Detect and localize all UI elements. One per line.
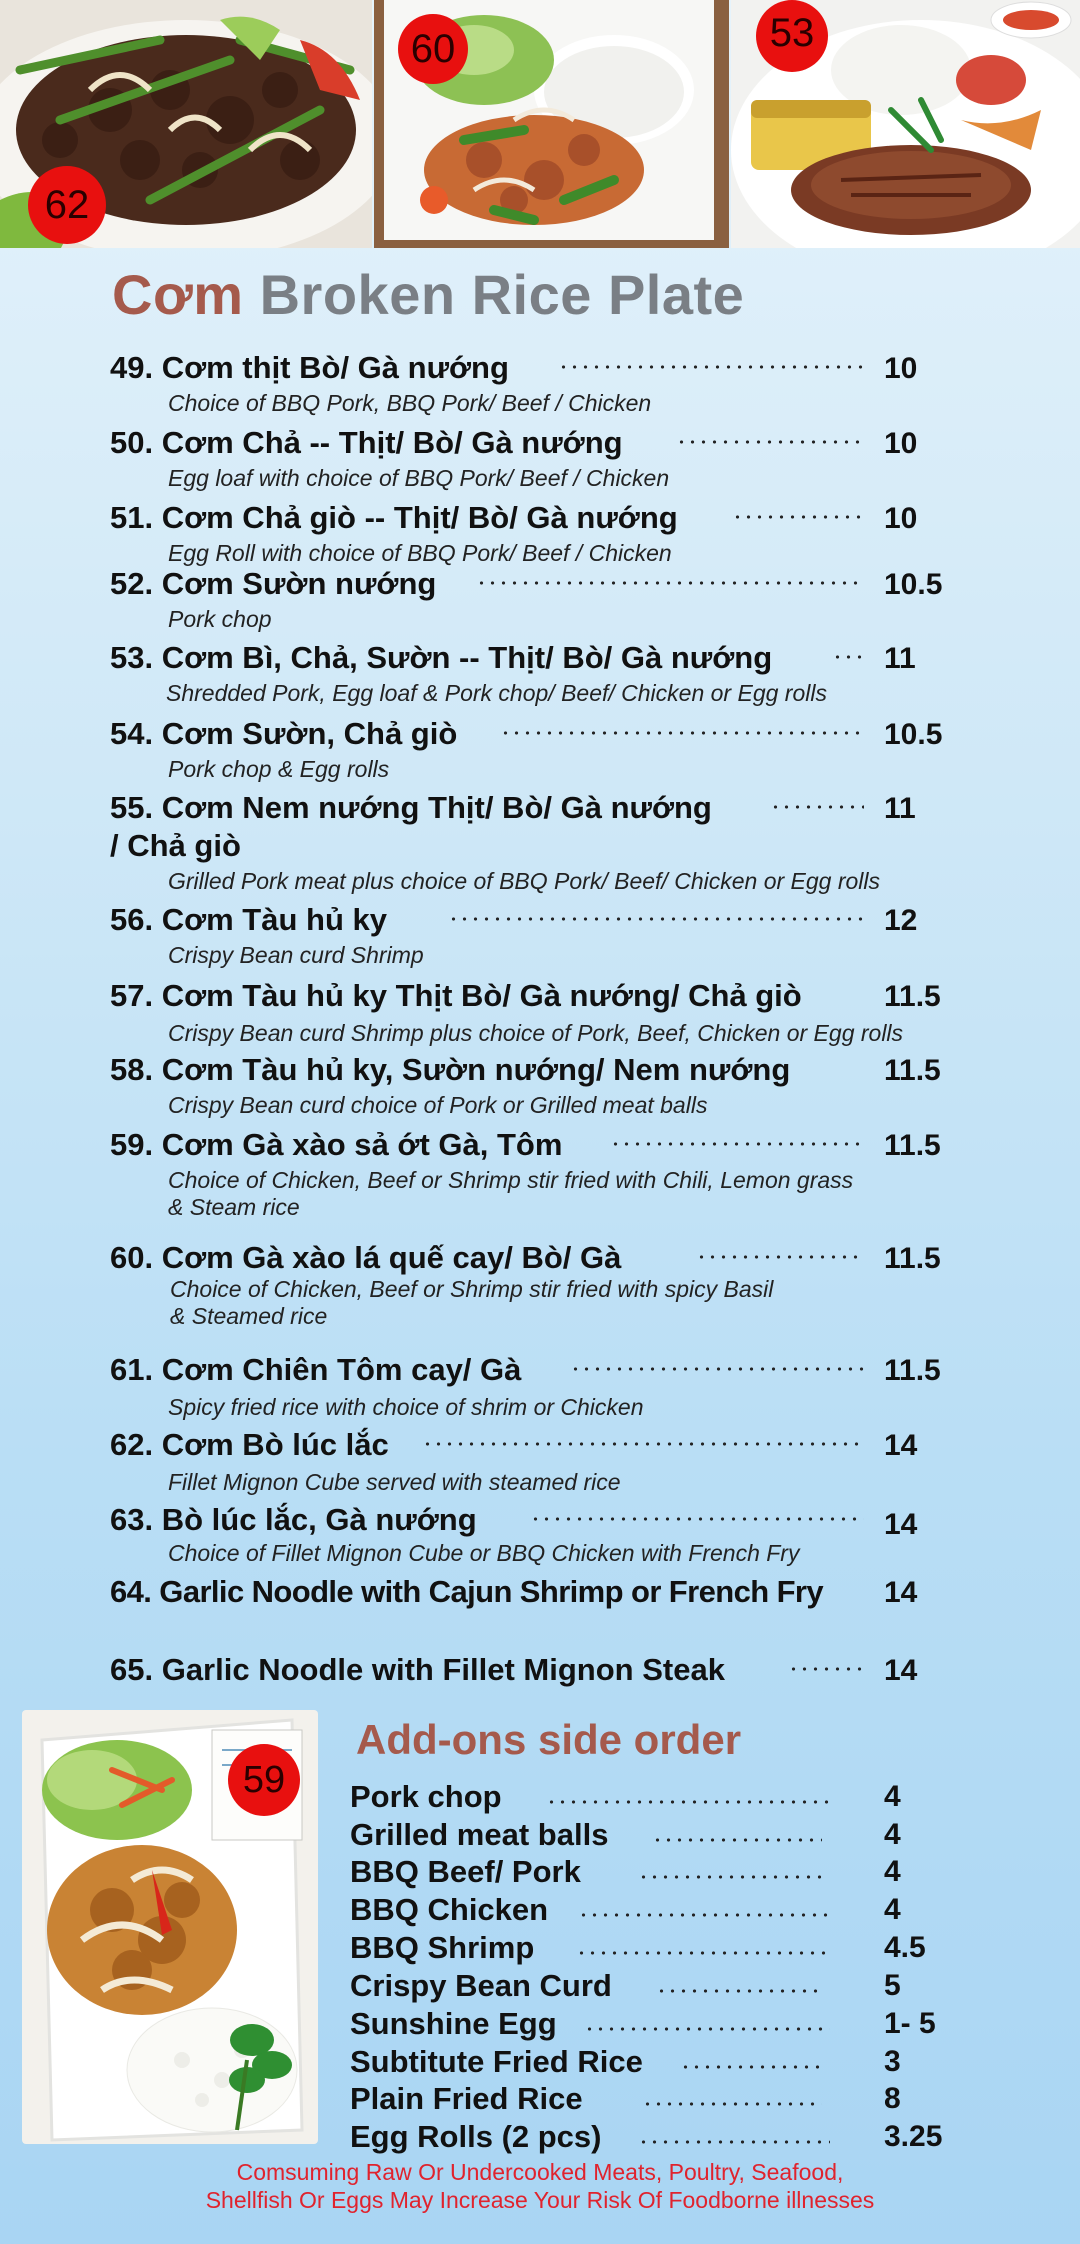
dot-leader	[832, 654, 868, 660]
addon-item	[350, 2119, 990, 2155]
dot-leader	[652, 1837, 822, 1843]
dot-leader	[530, 1516, 864, 1522]
addon-name: Grilled meat balls	[350, 1817, 609, 1852]
item-price: 10.5	[884, 718, 943, 751]
addon-price: 4.5	[884, 1931, 926, 1964]
addon-item	[350, 2044, 990, 2080]
dot-leader	[500, 730, 864, 736]
item-desc: Shredded Pork, Egg loaf & Pork chop/ Beef/ Chicken or Egg rolls	[166, 680, 827, 706]
dot-leader	[732, 514, 864, 520]
item-desc-line2: & Steamed rice	[170, 1303, 328, 1329]
addon-price: 3	[884, 2045, 901, 2078]
addon-item	[350, 1817, 990, 1853]
dot-leader	[476, 580, 864, 586]
addon-price: 4	[884, 1780, 901, 1813]
addon-item	[350, 2006, 990, 2042]
item-price: 14	[884, 1576, 918, 1609]
dot-leader	[570, 1366, 864, 1372]
item-price: 11	[884, 642, 916, 675]
addons-title: Add-ons side order	[356, 1716, 742, 1763]
addon-name: Crispy Bean Curd	[350, 1968, 612, 2003]
dot-leader	[584, 2026, 830, 2032]
item-name: 54. Cơm Sườn, Chả giò	[110, 716, 458, 751]
item-price: 10	[884, 502, 918, 535]
addon-name: Subtitute Fried Rice	[350, 2044, 643, 2079]
section-title-accent: Cơm	[112, 263, 244, 326]
dot-leader	[610, 1141, 864, 1147]
dot-leader	[676, 439, 864, 445]
item-name: 61. Cơm Chiên Tôm cay/ Gà	[110, 1352, 522, 1387]
dot-leader	[558, 364, 864, 370]
dot-leader	[422, 1441, 864, 1447]
addon-item	[350, 2081, 990, 2117]
dot-leader	[696, 1254, 864, 1260]
item-name-line2: / Chả giò	[110, 828, 241, 863]
addon-item	[350, 1779, 990, 1815]
item-desc: Spicy fried rice with choice of shrim or Chicken	[168, 1394, 644, 1420]
item-desc-line2: & Steam rice	[168, 1194, 300, 1220]
addon-item	[350, 1930, 990, 1966]
addon-name: Egg Rolls (2 pcs)	[350, 2119, 602, 2154]
dot-leader	[578, 1912, 830, 1918]
item-desc: Crispy Bean curd Shrimp plus choice of Pork, Beef, Chicken or Egg rolls	[168, 1020, 904, 1046]
dot-leader	[638, 1874, 822, 1880]
item-price: 11.5	[884, 1054, 941, 1087]
top-photo-strip	[0, 0, 1080, 248]
section-title	[112, 262, 744, 327]
dot-leader	[680, 2064, 822, 2070]
item-name: 51. Cơm Chả giò -- Thịt/ Bò/ Gà nướng	[110, 500, 678, 535]
item-price: 14	[884, 1654, 918, 1687]
item-price: 10	[884, 427, 918, 460]
item-name: 62. Cơm Bò lúc lắc	[110, 1427, 389, 1462]
addon-item	[350, 1968, 990, 2004]
badge-60: 60	[398, 14, 468, 84]
item-price: 11.5	[884, 1354, 941, 1387]
badge-59: 59	[228, 1744, 300, 1816]
item-price: 10	[884, 352, 918, 385]
item-name: 64. Garlic Noodle with Cajun Shrimp or French Fry	[110, 1574, 824, 1609]
dot-leader	[642, 2101, 822, 2107]
addon-item	[350, 1854, 990, 1890]
item-name: 59. Cơm Gà xào sả ớt Gà, Tôm	[110, 1127, 563, 1162]
food-safety-warning-line1: Comsuming Raw Or Undercooked Meats, Poultry, Seafood,	[236, 2159, 844, 2185]
item-price: 12	[884, 904, 918, 937]
item-desc: Choice of Chicken, Beef or Shrimp stir fried with spicy Basil	[170, 1276, 774, 1302]
item-price: 11	[884, 792, 916, 825]
addon-price: 4	[884, 1818, 901, 1851]
item-name: 53. Cơm Bì, Chả, Sườn -- Thịt/ Bò/ Gà nướng	[110, 640, 773, 675]
addon-price: 4	[884, 1855, 901, 1888]
item-price: 10.5	[884, 568, 943, 601]
item-name: 52. Cơm Sườn nướng	[110, 566, 437, 601]
addon-price: 8	[884, 2082, 901, 2115]
dot-leader	[546, 1799, 830, 1805]
dot-leader	[788, 1666, 864, 1672]
item-name: 58. Cơm Tàu hủ ky, Sườn nướng/ Nem nướng	[110, 1052, 791, 1087]
item-desc: Choice of BBQ Pork, BBQ Pork/ Beef / Chicken	[168, 390, 652, 416]
dot-leader	[638, 2139, 830, 2145]
dot-leader	[576, 1950, 830, 1956]
dot-leader	[770, 804, 864, 810]
item-price: 11.5	[884, 1242, 941, 1275]
addon-price: 5	[884, 1969, 901, 2002]
addon-name: Plain Fried Rice	[350, 2081, 583, 2116]
badge-53: 53	[756, 0, 828, 72]
item-name: 57. Cơm Tàu hủ ky Thịt Bò/ Gà nướng/ Chả giò	[110, 978, 802, 1013]
dot-leader	[656, 1988, 822, 1994]
item-desc: Egg Roll with choice of BBQ Pork/ Beef / Chicken	[168, 540, 672, 566]
section-title-main: Broken Rice Plate	[259, 263, 745, 326]
badge-62: 62	[28, 166, 106, 244]
item-name: 55. Cơm Nem nướng Thịt/ Bò/ Gà nướng	[110, 790, 712, 825]
item-desc: Crispy Bean curd Shrimp	[168, 942, 424, 968]
addon-price: 1- 5	[884, 2007, 936, 2040]
item-desc: Choice of Fillet Mignon Cube or BBQ Chicken with French Fry	[168, 1540, 800, 1566]
item-price: 11.5	[884, 980, 941, 1013]
item-desc: Choice of Chicken, Beef or Shrimp stir fried with Chili, Lemon grass	[168, 1167, 854, 1193]
addon-name: Sunshine Egg	[350, 2006, 557, 2041]
addon-name: BBQ Chicken	[350, 1892, 549, 1927]
item-desc: Crispy Bean curd choice of Pork or Grilled meat balls	[168, 1092, 708, 1118]
item-name: 63. Bò lúc lắc, Gà nướng	[110, 1502, 477, 1537]
item-desc: Pork chop & Egg rolls	[168, 756, 390, 782]
item-name: 65. Garlic Noodle with Fillet Mignon Steak	[110, 1652, 725, 1687]
food-safety-warning-line2: Shellfish Or Eggs May Increase Your Risk Of Foodborne illnesses	[205, 2187, 875, 2213]
dot-leader	[448, 916, 864, 922]
item-price: 11.5	[884, 1129, 941, 1162]
item-price: 14	[884, 1508, 918, 1541]
addon-name: BBQ Shrimp	[350, 1930, 535, 1965]
item-name: 50. Cơm Chả -- Thịt/ Bò/ Gà nướng	[110, 425, 623, 460]
addon-name: Pork chop	[350, 1779, 502, 1814]
item-name: 60. Cơm Gà xào lá quế cay/ Bò/ Gà	[110, 1240, 622, 1275]
item-desc: Grilled Pork meat plus choice of BBQ Pork/ Beef/ Chicken or Egg rolls	[168, 868, 881, 894]
item-desc: Fillet Mignon Cube served with steamed rice	[168, 1469, 621, 1495]
addon-price: 3.25	[884, 2120, 943, 2153]
item-desc: Egg loaf with choice of BBQ Pork/ Beef / Chicken	[168, 465, 670, 491]
addon-price: 4	[884, 1893, 901, 1926]
item-name: 49. Cơm thịt Bò/ Gà nướng	[110, 350, 509, 385]
item-price: 14	[884, 1429, 918, 1462]
addon-item	[350, 1892, 990, 1928]
item-name: 56. Cơm Tàu hủ ky	[110, 902, 388, 937]
item-desc: Pork chop	[168, 606, 272, 632]
addon-name: BBQ Beef/ Pork	[350, 1854, 581, 1889]
